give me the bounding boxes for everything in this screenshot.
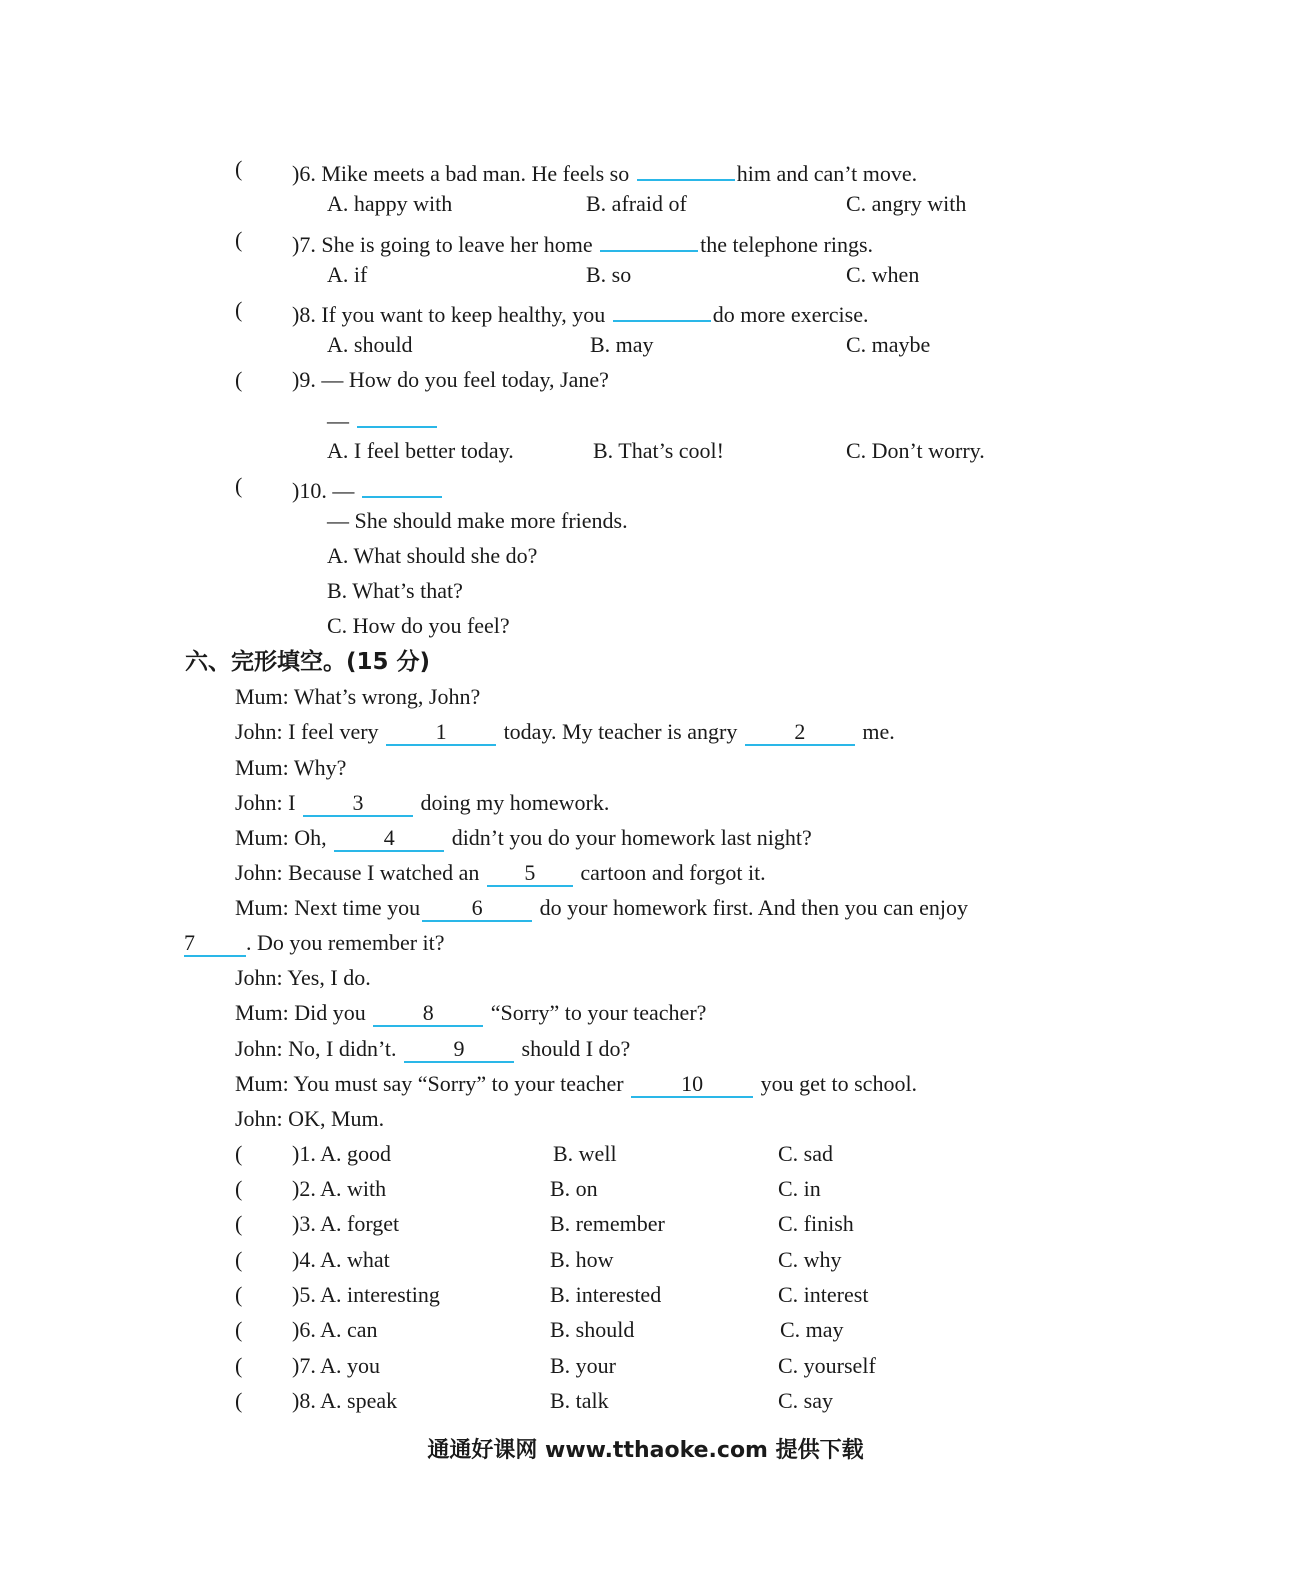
dialogue-line <box>184 929 445 957</box>
option-c: C. maybe <box>846 332 931 357</box>
dialogue-line <box>235 718 895 746</box>
question-number: )7. <box>292 232 316 257</box>
option-b: B. That’s cool! <box>593 438 724 463</box>
answer-blank[interactable] <box>357 402 437 428</box>
answer-paren: ( <box>235 297 243 322</box>
dialogue-text: “Sorry” to your teacher? <box>490 1000 707 1025</box>
option-b: B. remember <box>550 1211 665 1236</box>
answer-blank[interactable] <box>637 155 735 181</box>
question-stem: Mike meets a bad man. He feels so <box>321 161 630 186</box>
question-number: )8. <box>292 1388 316 1413</box>
question-9 <box>292 366 609 394</box>
option-a: A. with <box>320 1176 387 1201</box>
question-stem: — How do you feel today, Jane? <box>321 367 609 392</box>
option-c: C. angry with <box>846 191 967 216</box>
cloze-question <box>292 1316 378 1344</box>
cloze-blank-3[interactable]: 3 <box>303 791 413 817</box>
dialogue-text: should I do? <box>521 1036 631 1061</box>
option-b: B. so <box>586 262 632 287</box>
option-a: A. should <box>327 332 413 357</box>
option-c: C. How do you feel? <box>327 613 510 638</box>
dialogue-text: doing my homework. <box>420 790 610 815</box>
cloze-blank-6[interactable]: 6 <box>422 896 532 922</box>
cloze-blank-8[interactable]: 8 <box>373 1001 483 1027</box>
dialogue-line <box>235 859 766 887</box>
section-title: 六、完形填空。(15 分) <box>185 649 431 675</box>
dialogue-line <box>235 1035 630 1063</box>
question-number: )3. <box>292 1211 316 1236</box>
option-c: C. say <box>778 1388 833 1413</box>
question-number: )6. <box>292 1317 316 1342</box>
option-b: B. may <box>590 332 654 357</box>
dialogue-text: John: I feel very <box>235 719 379 744</box>
question-number: )5. <box>292 1282 316 1307</box>
dialogue-text: cartoon and forgot it. <box>580 860 766 885</box>
answer-blank[interactable] <box>613 296 711 322</box>
question-9-response <box>327 402 439 435</box>
option-a: A. what <box>320 1247 390 1272</box>
dialogue-line <box>235 999 706 1027</box>
question-stem-end: the telephone rings. <box>700 232 874 257</box>
dialogue-text: John: No, I didn’t. <box>235 1036 397 1061</box>
option-c: C. when <box>846 262 920 287</box>
question-7 <box>292 226 873 259</box>
dialogue-text: you get to school. <box>760 1071 918 1096</box>
question-stem: She is going to leave her home <box>321 232 593 257</box>
dialogue-text: John: Because I watched an <box>235 860 480 885</box>
question-stem: If you want to keep healthy, you <box>321 302 606 327</box>
cloze-blank-2[interactable]: 2 <box>745 720 855 746</box>
answer-paren: ( <box>235 1388 243 1413</box>
dialogue-line: John: Yes, I do. <box>235 965 371 990</box>
answer-paren: ( <box>235 1176 243 1201</box>
dialogue-line: John: OK, Mum. <box>235 1106 385 1131</box>
dash: — <box>332 478 355 503</box>
cloze-question <box>292 1387 397 1415</box>
dialogue-line: Mum: Why? <box>235 755 347 780</box>
page-footer: 通通好课网 www.tthaoke.com 提供下载 <box>427 1438 864 1463</box>
option-a: A. if <box>327 262 368 287</box>
option-a: A. good <box>320 1141 392 1166</box>
option-c: C. interest <box>778 1282 869 1307</box>
dialogue-text: today. My teacher is angry <box>503 719 738 744</box>
dialogue-text: do your homework first. And then you can enjoy <box>539 895 968 920</box>
dialogue-line <box>235 894 968 922</box>
option-b: B. on <box>550 1176 598 1201</box>
answer-paren: ( <box>235 1141 243 1166</box>
cloze-blank-9[interactable]: 9 <box>404 1037 514 1063</box>
question-number: )4. <box>292 1247 316 1272</box>
cloze-blank-7[interactable]: 7 <box>184 931 246 957</box>
option-b: B. your <box>550 1353 616 1378</box>
option-a: A. happy with <box>327 191 453 216</box>
cloze-question <box>292 1281 440 1309</box>
option-b: B. interested <box>550 1282 662 1307</box>
dialogue-text: Mum: You must say “Sorry” to your teacher <box>235 1071 624 1096</box>
answer-paren: ( <box>235 1211 243 1236</box>
question-number: )2. <box>292 1176 316 1201</box>
option-a: A. speak <box>320 1388 398 1413</box>
option-c: C. sad <box>778 1141 833 1166</box>
answer-paren: ( <box>235 1282 243 1307</box>
dialogue-text: me. <box>862 719 895 744</box>
answer-paren: ( <box>235 1317 243 1342</box>
dash: — <box>327 408 349 433</box>
cloze-blank-5[interactable]: 5 <box>487 861 573 887</box>
answer-paren: ( <box>235 1247 243 1272</box>
question-10-reply: — She should make more friends. <box>327 508 628 533</box>
cloze-blank-1[interactable]: 1 <box>386 720 496 746</box>
question-6 <box>292 155 917 188</box>
question-number: )8. <box>292 302 316 327</box>
option-a: A. can <box>320 1317 378 1342</box>
question-number: )6. <box>292 161 316 186</box>
dialogue-line <box>235 1070 917 1098</box>
question-stem-end: do more exercise. <box>712 302 869 327</box>
question-number: )9. <box>292 367 316 392</box>
dialogue-text: didn’t you do your homework last night? <box>451 825 812 850</box>
cloze-question <box>292 1210 399 1238</box>
question-number: )7. <box>292 1353 316 1378</box>
cloze-question <box>292 1352 380 1380</box>
dialogue-text: John: I <box>235 790 296 815</box>
option-a: A. I feel better today. <box>327 438 514 463</box>
option-c: C. may <box>780 1317 844 1342</box>
option-a: A. interesting <box>320 1282 440 1307</box>
cloze-blank-10[interactable]: 10 <box>631 1072 753 1098</box>
option-b: B. should <box>550 1317 635 1342</box>
answer-paren: ( <box>235 227 243 252</box>
option-b: B. afraid of <box>586 191 687 216</box>
option-b: B. well <box>553 1141 617 1166</box>
cloze-question <box>292 1175 386 1203</box>
option-c: C. Don’t worry. <box>846 438 985 463</box>
option-c: C. why <box>778 1247 842 1272</box>
option-c: C. in <box>778 1176 821 1201</box>
dialogue-text: Mum: Did you <box>235 1000 366 1025</box>
dialogue-text: . Do you remember it? <box>246 930 445 955</box>
answer-paren: ( <box>235 367 243 392</box>
option-b: B. What’s that? <box>327 578 463 603</box>
option-b: B. talk <box>550 1388 609 1413</box>
question-stem-end: him and can’t move. <box>736 161 918 186</box>
option-b: B. how <box>550 1247 614 1272</box>
option-a: A. you <box>320 1353 381 1378</box>
question-10 <box>292 472 444 505</box>
dialogue-line: Mum: What’s wrong, John? <box>235 684 481 709</box>
question-number: )1. <box>292 1141 316 1166</box>
question-8 <box>292 296 868 329</box>
answer-blank[interactable] <box>362 472 442 498</box>
cloze-blank-4[interactable]: 4 <box>334 826 444 852</box>
answer-paren: ( <box>235 1353 243 1378</box>
dialogue-text: Mum: Oh, <box>235 825 327 850</box>
dialogue-line <box>235 824 812 852</box>
answer-paren: ( <box>235 473 243 498</box>
dialogue-text: Mum: Next time you <box>235 895 421 920</box>
option-a: A. What should she do? <box>327 543 538 568</box>
cloze-question <box>292 1140 391 1168</box>
question-number: )10. <box>292 478 327 503</box>
option-c: C. finish <box>778 1211 854 1236</box>
answer-blank[interactable] <box>600 226 698 252</box>
option-a: A. forget <box>320 1211 400 1236</box>
option-c: C. yourself <box>778 1353 876 1378</box>
cloze-question <box>292 1246 390 1274</box>
answer-paren: ( <box>235 156 243 181</box>
dialogue-line <box>235 789 609 817</box>
